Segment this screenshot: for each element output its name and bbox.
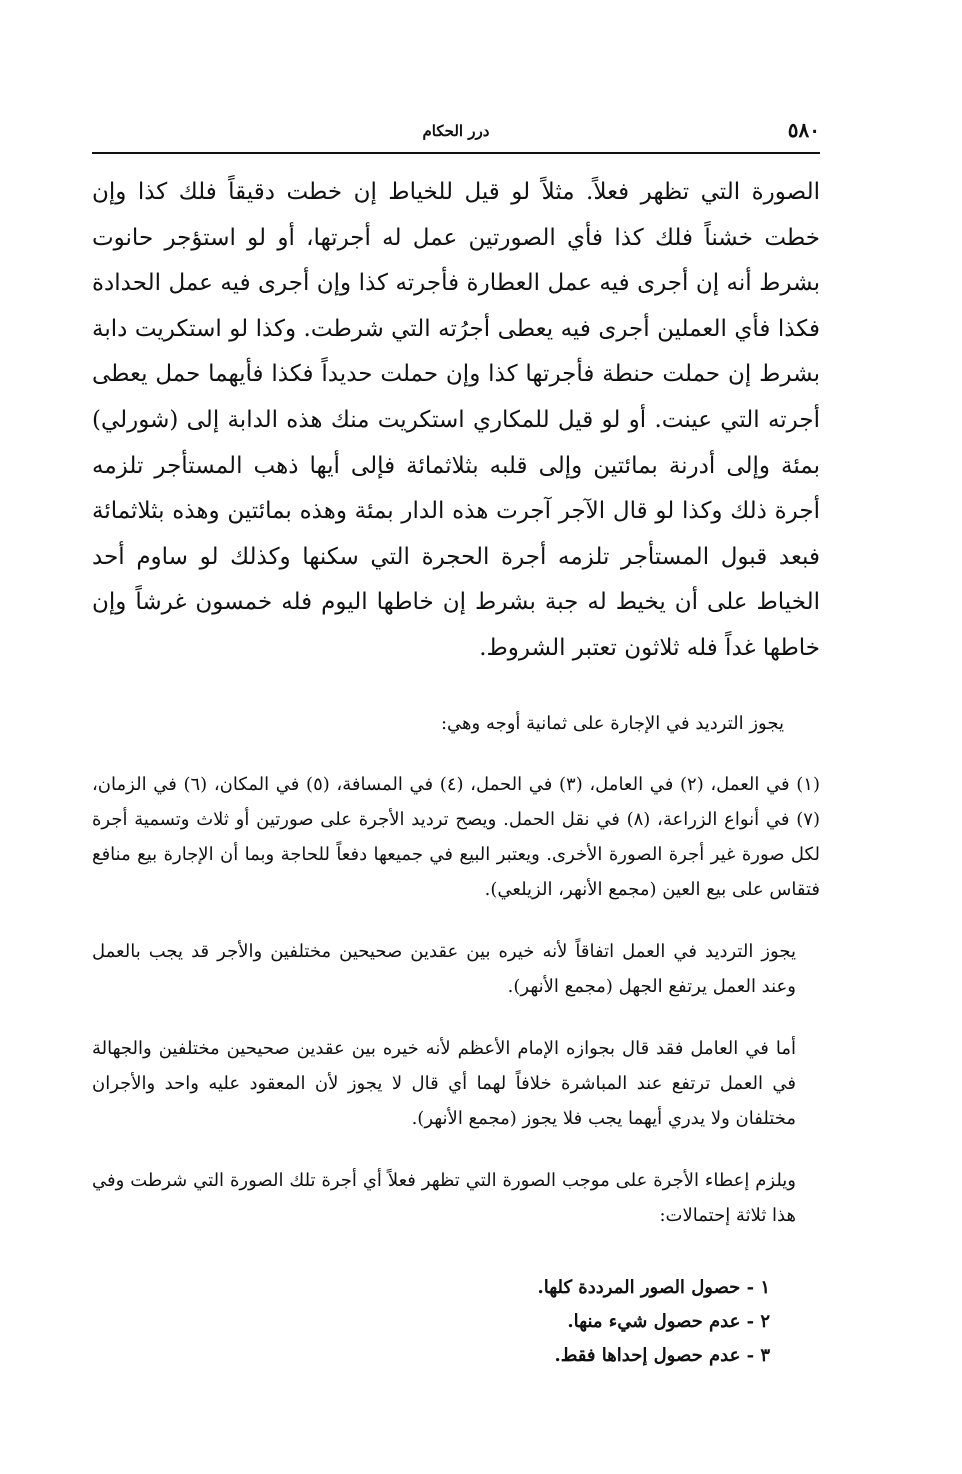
list-item: ١ - حصول الصور المرددة كلها. — [537, 1276, 770, 1298]
obligation-paragraph: ويلزم إعطاء الأجرة على موجب الصورة التي تظهر فعلاً أي أجرة تلك الصورة التي شرطت وفي هذا ثلاثة إحتمالات: — [92, 1169, 796, 1226]
commentary-intro: يجوز الترديد في الإجارة على ثمانية أوجه وهي: — [440, 712, 784, 734]
running-title: درر الحكام — [422, 122, 490, 140]
work-paragraph: يجوز الترديد في العمل اتفاقاً لأنه خيره بين عقدين صحيحين مختلفين والأجر قد يجب بالعمل وعند العمل يرتفع الجهل (مجمع الأنهر). — [92, 940, 796, 997]
page-body — [92, 170, 820, 1373]
page-number: ٥٨٠ — [787, 118, 820, 142]
worker-paragraph: أما في العامل فقد قال بجوازه الإمام الأعظم لأنه خيره بين عقدين صحيحين مختلفين والجهالة في العمل ترتفع عند المباشرة خلافاً لهما أي قال لا يجوز لأن المعقود عليه واحد والأجران مختلفان ولا يدري أيهما يجب فلا يجوز (مجمع الأنهر). — [92, 1037, 796, 1129]
eight-aspects-paragraph: (١) في العمل، (٢) في العامل، (٣) في الحمل، (٤) في المسافة، (٥) في المكان، (٦) في الزمان، (٧) في أنواع الزراعة، (٨) في نقل الحمل. ويصح ترديد الأجرة على صورتين أو ثلاث وتسمية أجرة لكل صورة غير أجرة الصورة الأخرى. ويعتبر البيع في جميعها دفعاً للحاجة وبما أن الإجارة بيع منافع فتقاس على بيع العين (مجمع الأنهر، الزيلعي). — [92, 773, 820, 900]
possibilities-list — [92, 1271, 820, 1373]
list-item: ٢ - عدم حصول شيء منها. — [567, 1310, 770, 1332]
main-paragraph: الصورة التي تظهر فعلاً. مثلاً لو قيل للخياط إن خطت دقيقاً فلك كذا وإن خطت خشناً فلك كذا فأي الصورتين عمل له أجرتها، أو لو استؤجر حانوت بشرط أنه إن أجرى فيه عمل العطارة فأجرته كذا وإن أجرى فيه عمل الحدادة فكذا فأي العملين أجرى فيه يعطى أجرُته التي شرطت. وكذا لو استكريت دابة بشرط إن حملت حنطة فأجرتها كذا وإن حملت حديداً فكذا فأيهما حمل يعطى أجرته التي عينت. أو لو قيل للمكاري استكريت منك هذه الدابة إلى (شورلي) بمئة وإلى أدرنة بمائتين وإلى قلبه بثلاثمائة فإلى أيها ذهب المستأجر تلزمه أجرة ذلك وكذا لو قال الآجر آجرت هذه الدار بمئة وهذه بمائتين وهذه بثلاثمائة فبعد قبول المستأجر تلزمه أجرة الحجرة التي سكنها وكذلك لو ساوم أحد الخياط على أن يخيط له جبة بشرط إن خاطها اليوم فله خمسون غرشاً وإن خاطها غداً فله ثلاثون تعتبر الشروط. — [92, 179, 820, 661]
list-item: ٣ - عدم حصول إحداها فقط. — [554, 1344, 770, 1366]
page-header — [92, 118, 820, 154]
